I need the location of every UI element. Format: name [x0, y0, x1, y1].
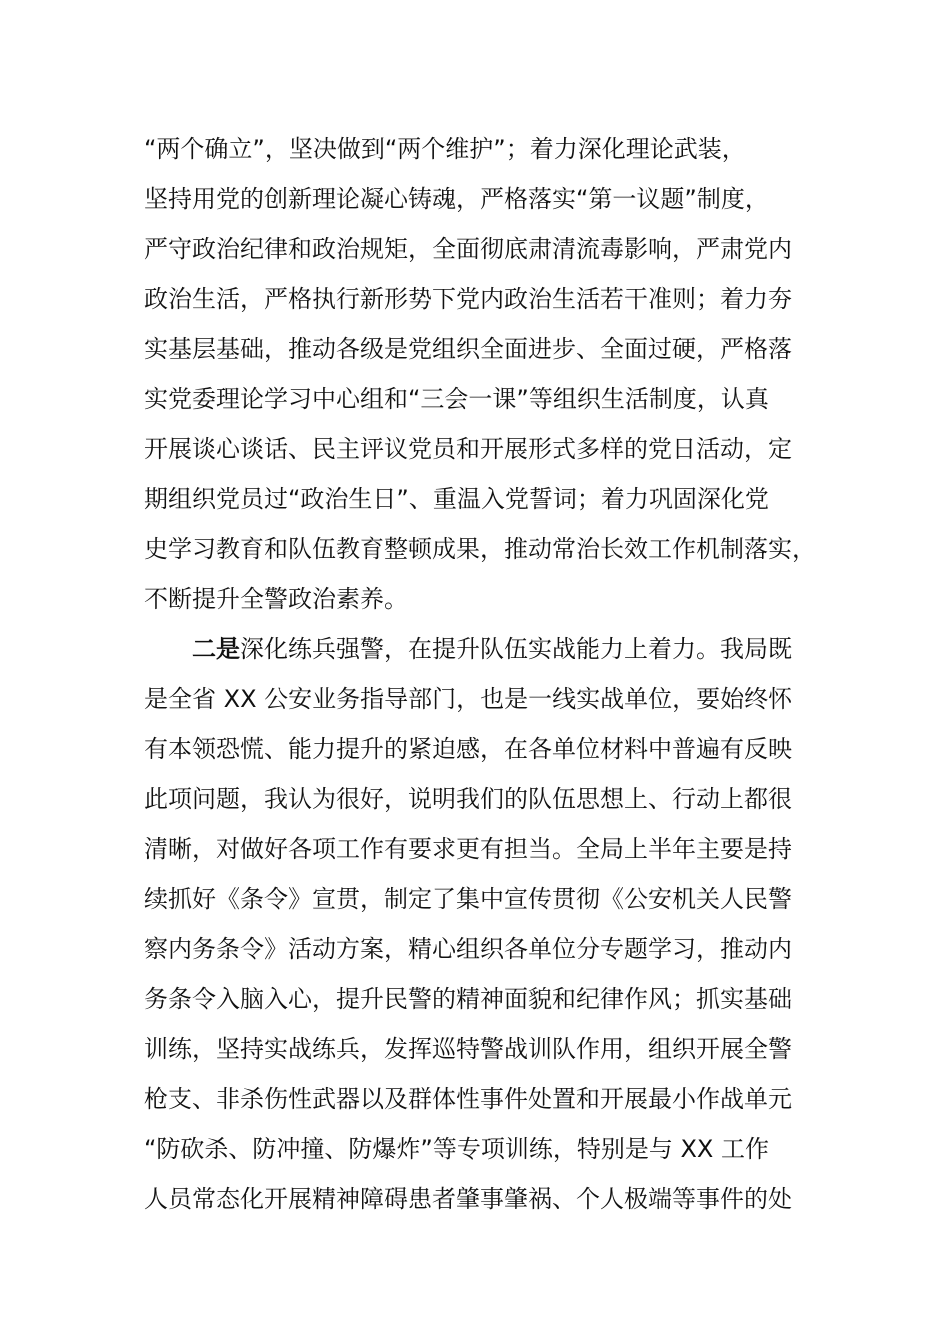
- text-line: 期组织党员过“政治生日”、重温入党誓词；着力巩固深化党: [144, 485, 769, 513]
- text-line: 此项问题，我认为很好，说明我们的队伍思想上、行动上都很: [144, 785, 792, 813]
- paragraph-heading-line: [192, 631, 792, 667]
- text-line: 枪支、非杀伤性武器以及群体性事件处置和开展最小作战单元: [144, 1085, 792, 1113]
- text-line: “防砍杀、防冲撞、防爆炸”等专项训练，特别是与 XX 工作: [144, 1135, 770, 1163]
- text-line: 不断提升全警政治素养。: [144, 585, 408, 613]
- paragraph-lead-rest: 深化练兵强警，在提升队伍实战能力上着力。我局既: [240, 635, 792, 663]
- text-line: 清晰，对做好各项工作有要求更有担当。全局上半年主要是持: [144, 835, 792, 863]
- text-line: 训练，坚持实战练兵，发挥巡特警战训队作用，组织开展全警: [144, 1035, 792, 1063]
- text-line: 开展谈心谈话、民主评议党员和开展形式多样的党日活动，定: [144, 435, 792, 463]
- text-line: 史学习教育和队伍教育整顿成果，推动常治长效工作机制落实，: [144, 535, 816, 563]
- text-line: 严守政治纪律和政治规矩，全面彻底肃清流毒影响，严肃党内: [144, 235, 792, 263]
- text-line: 续抓好《条令》宣贯，制定了集中宣传贯彻《公安机关人民警: [144, 885, 792, 913]
- text-line: 有本领恐慌、能力提升的紧迫感，在各单位材料中普遍有反映: [144, 735, 792, 763]
- text-line: 是全省 XX 公安业务指导部门，也是一线实战单位，要始终怀: [144, 685, 793, 713]
- text-line: 察内务条令》活动方案，精心组织各单位分专题学习，推动内: [144, 935, 792, 963]
- text-line: 务条令入脑入心，提升民警的精神面貌和纪律作风；抓实基础: [144, 985, 792, 1013]
- text-line: 实党委理论学习中心组和“三会一课”等组织生活制度，认真: [144, 385, 769, 413]
- text-line: 实基层基础，推动各级是党组织全面进步、全面过硬，严格落: [144, 335, 792, 363]
- text-line: 政治生活，严格执行新形势下党内政治生活若干准则；着力夯: [144, 285, 792, 313]
- text-line: 人员常态化开展精神障碍患者肇事肇祸、个人极端等事件的处: [144, 1185, 792, 1213]
- text-line: 坚持用党的创新理论凝心铸魂，严格落实“第一议题”制度，: [144, 185, 769, 213]
- paragraph-lead: 二是: [192, 635, 240, 663]
- text-line: “两个确立”，坚决做到“两个维护”；着力深化理论武装，: [144, 135, 746, 163]
